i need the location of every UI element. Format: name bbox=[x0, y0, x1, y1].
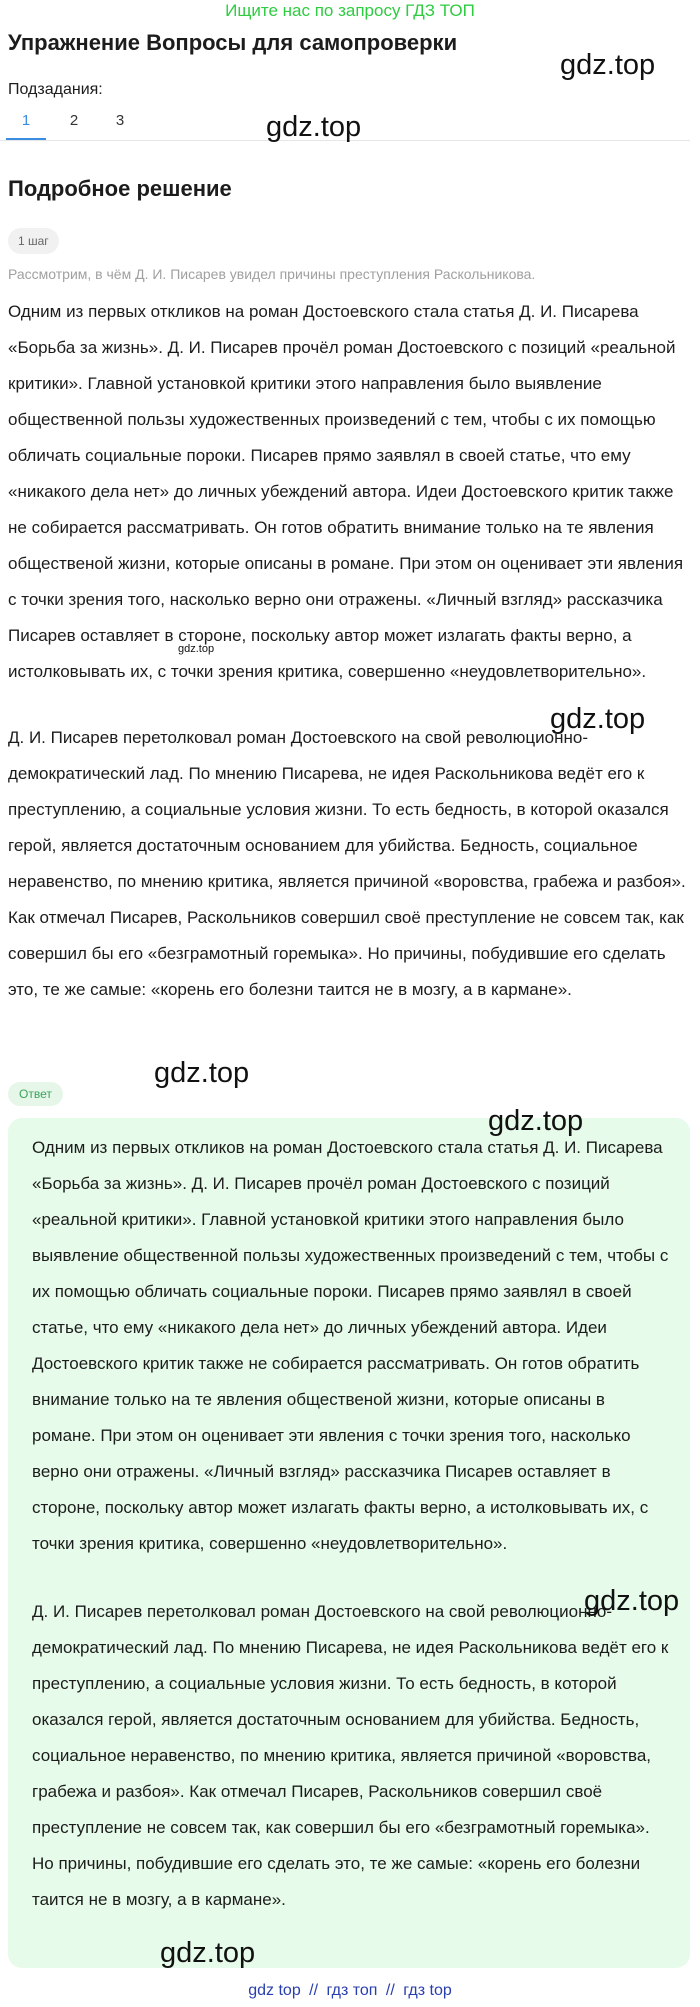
footer-links bbox=[0, 1980, 700, 2002]
answer-paragraph-1: Одним из первых откликов на роман Достоевского стала статья Д. И. Писарева «Борьба за жизнь». Д. И. Писарев прочёл роман Достоевского с позиций «реальной критики». Главной установкой критики этого направления было выявление общественной пользы художественных произведений с тем, чтобы с их помощью обличать социальные пороки. Писарев прямо заявлял в своей статье, что ему «никакого дела нет» до личных убеждений автора. Идеи Достоевского критик также не собирается рассматривать. Он готов обратить внимание только на те явления общественой жизни, которые описаны в романе. При этом он оценивает эти явления с точки зрения того, насколько верно они отражены. «Личный взгляд» рассказчика Писарев оставляет в стороне, поскольку автор может излагать факты верно, а истолковывать их, с точки зрения критика, совершенно «неудовлетворительно». bbox=[32, 1138, 669, 1553]
footer-link[interactable]: gdz top bbox=[248, 1982, 301, 1999]
tab-2[interactable]: 2 bbox=[69, 112, 79, 129]
footer-link[interactable]: гдз top bbox=[403, 1982, 452, 1999]
watermark: gdz.top bbox=[160, 1937, 256, 1969]
step-hint: Рассмотрим, в чём Д. И. Писарев увидел причины преступления Раскольникова. bbox=[8, 266, 536, 282]
step-badge: 1 шаг bbox=[8, 228, 59, 254]
tab-1[interactable]: 1 bbox=[6, 110, 46, 140]
answer-paragraph-2: Д. И. Писарев перетолковал роман Достоевского на свой революционно-демократический лад. По мнению Писарева, не идея Раскольникова ведёт его к преступлению, а социальные условия жизни. То есть бедность, в которой оказался герой, является достаточным основанием для убийства. Бедность, социальное неравенство, по мнению критика, является причиной «воровства, грабежа и разбоя». Как отмечал Писарев, Раскольников совершил своё преступление не совсем так, как совершил бы его «безграмотный горемыка». Но причины, побудившие его сделать это, те же самые: «корень его болезни таится не в мозгу, а в кармане». bbox=[32, 1602, 669, 1909]
solution-paragraph-1: Одним из первых откликов на роман Достоевского стала статья Д. И. Писарева «Борьба за жизнь». Д. И. Писарев прочёл роман Достоевского с позиций «реальной критики». Главной установкой критики этого направления было выявление общественной пользы художественных произведений с тем, чтобы с их помощью обличать социальные пороки. Писарев прямо заявлял в своей статье, что ему «никакого дела нет» до личных убеждений автора. Идеи Достоевского критик также не собирается рассматривать. Он готов обратить внимание только на те явления общественой жизни, которые описаны в романе. При этом он оценивает эти явления с точки зрения того, насколько верно они отражены. «Личный взгляд» рассказчика Писарев оставляет в стороне, поскольку автор может излагать факты верно, а истолковывать их, с точки зрения критика, совершенно «неудовлетворительно». bbox=[8, 302, 684, 681]
section-title: Подробное решение bbox=[8, 176, 232, 201]
answer-badge: Ответ bbox=[8, 1082, 63, 1106]
subtasks-label: Подзадания: bbox=[8, 81, 103, 98]
page-title: Упражнение Вопросы для самопроверки bbox=[8, 30, 458, 55]
watermark: gdz.top bbox=[178, 643, 215, 655]
footer-separator: // bbox=[309, 1982, 319, 1999]
watermark: gdz.top bbox=[488, 1105, 584, 1137]
watermark: gdz.top bbox=[154, 1057, 250, 1089]
solution-paragraph-2: Д. И. Писарев перетолковал роман Достоевского на свой революционно-демократический лад. По мнению Писарева, не идея Раскольникова ведёт его к преступлению, а социальные условия жизни. То есть бедность, в которой оказался герой, является достаточным основанием для убийства. Бедность, социальное неравенство, по мнению критика, является причиной «воровства, грабежа и разбоя». Как отмечал Писарев, Раскольников совершил своё преступление не совсем так, как совершил бы его «безграмотный горемыка». Но причины, побудившие его сделать это, те же самые: «корень его болезни таится не в мозгу, а в кармане». bbox=[8, 728, 686, 999]
footer-separator: // bbox=[385, 1982, 395, 1999]
footer-link[interactable]: гдз топ bbox=[326, 1982, 378, 1999]
watermark: gdz.top bbox=[584, 1585, 680, 1617]
watermark: gdz.top bbox=[266, 111, 362, 143]
top-banner: Ищите нас по запросу ГДЗ ТОП bbox=[225, 1, 475, 20]
watermark: gdz.top bbox=[560, 49, 656, 81]
watermark: gdz.top bbox=[550, 703, 646, 735]
tab-3[interactable]: 3 bbox=[115, 112, 125, 129]
